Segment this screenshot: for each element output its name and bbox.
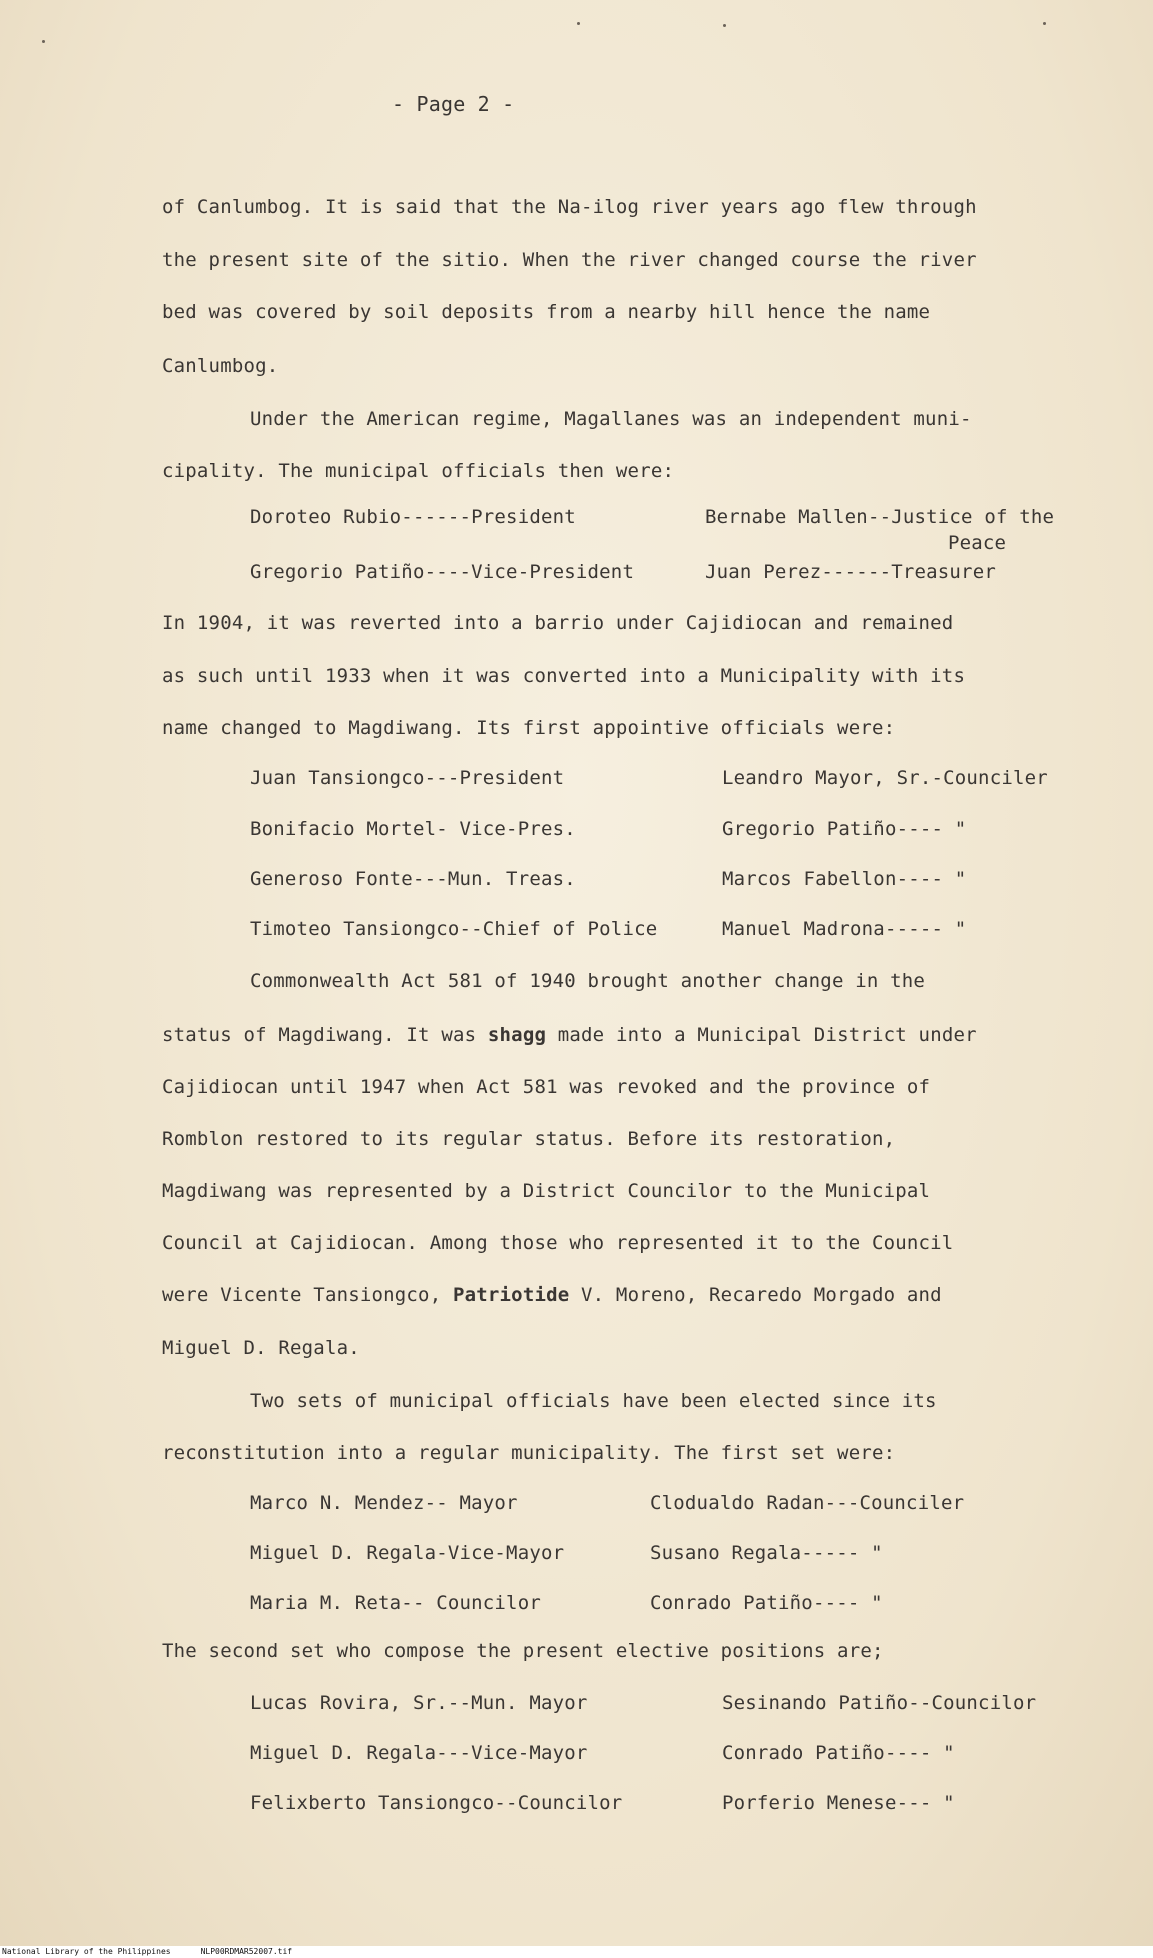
text-line <box>162 1284 942 1306</box>
text-line: of Canlumbog. It is said that the Na-ilog river years ago flew through <box>162 196 977 218</box>
paper-speck <box>42 40 45 43</box>
text-fragment: V. Moreno, Recaredo Morgado and <box>569 1284 942 1306</box>
official-entry: Manuel Madrona----- " <box>722 918 967 940</box>
text-line: Magdiwang was represented by a District Councilor to the Municipal <box>162 1180 931 1202</box>
text-line: In 1904, it was reverted into a barrio under Cajidiocan and remained <box>162 612 954 634</box>
official-entry: Generoso Fonte---Mun. Treas. <box>250 868 576 890</box>
footer-library: National Library of the Philippines <box>2 1947 171 1956</box>
paper-speck <box>577 22 580 25</box>
overstruck-word: shagg <box>487 1024 547 1046</box>
page-header: - Page 2 - <box>392 92 515 116</box>
official-entry: Marcos Fabellon---- " <box>722 868 967 890</box>
official-entry: Juan Tansiongco---President <box>250 767 565 789</box>
text-fragment: were Vicente Tansiongco, <box>162 1284 453 1306</box>
official-entry: Miguel D. Regala---Vice-Mayor <box>250 1742 588 1764</box>
official-entry: Peace <box>948 532 1007 554</box>
text-fragment: status of Magdiwang. It was <box>162 1024 488 1046</box>
text-line: Council at Cajidiocan. Among those who represented it to the Council <box>162 1232 954 1254</box>
official-entry: Clodualdo Radan---Counciler <box>650 1492 965 1514</box>
official-entry: Leandro Mayor, Sr.-Counciler <box>722 767 1048 789</box>
text-line: the present site of the sitio. When the river changed course the river <box>162 249 977 271</box>
official-entry: Susano Regala----- " <box>650 1542 883 1564</box>
text-line: as such until 1933 when it was converted into a Municipality with its <box>162 665 966 687</box>
text-fragment: made into a Municipal District under <box>546 1024 977 1046</box>
official-entry: Bonifacio Mortel- Vice-Pres. <box>250 818 576 840</box>
text-line: reconstitution into a regular municipality. The first set were: <box>162 1442 896 1464</box>
official-entry: Timoteo Tansiongco--Chief of Police <box>250 918 658 940</box>
text-line: Two sets of municipal officials have been elected since its <box>250 1390 937 1412</box>
official-entry: Maria M. Reta-- Councilor <box>250 1592 541 1614</box>
official-entry: Conrado Patiño---- " <box>722 1742 955 1764</box>
official-entry: Gregorio Patiño---- " <box>722 818 967 840</box>
text-line: Romblon restored to its regular status. Before its restoration, <box>162 1128 896 1150</box>
official-entry: Sesinando Patiño--Councilor <box>722 1692 1037 1714</box>
text-line: Miguel D. Regala. <box>162 1337 360 1359</box>
text-line: Canlumbog. <box>162 355 279 377</box>
official-entry: Felixberto Tansiongco--Councilor <box>250 1792 623 1814</box>
text-line <box>162 1024 977 1046</box>
paper-speck <box>1043 22 1046 25</box>
official-entry: Marco N. Mendez-- Mayor <box>250 1492 518 1514</box>
official-entry: Porferio Menese--- " <box>722 1792 955 1814</box>
official-entry: Juan Perez------Treasurer <box>705 561 996 583</box>
paper-speck <box>723 24 726 27</box>
text-line: bed was covered by soil deposits from a nearby hill hence the name <box>162 301 931 323</box>
official-entry: Miguel D. Regala-Vice-Mayor <box>250 1542 565 1564</box>
text-line: Under the American regime, Magallanes was an independent muni- <box>250 408 972 430</box>
text-line: name changed to Magdiwang. Its first appointive officials were: <box>162 717 896 739</box>
official-entry: Conrado Patiño---- " <box>650 1592 883 1614</box>
text-line: Cajidiocan until 1947 when Act 581 was revoked and the province of <box>162 1076 931 1098</box>
text-line: The second set who compose the present elective positions are; <box>162 1640 884 1662</box>
text-line: cipality. The municipal officials then were: <box>162 460 675 482</box>
text-line: Commonwealth Act 581 of 1940 brought another change in the <box>250 970 926 992</box>
footer-filename: NLP00RDMAR52007.tif <box>200 1947 293 1956</box>
official-entry: Bernabe Mallen--Justice of the <box>705 506 1055 528</box>
official-entry: Lucas Rovira, Sr.--Mun. Mayor <box>250 1692 588 1714</box>
official-entry: Doroteo Rubio------President <box>250 506 576 528</box>
official-entry: Gregorio Patiño----Vice-President <box>250 561 635 583</box>
scan-footer <box>0 1946 1153 1958</box>
overstruck-word: Patriotide <box>452 1284 570 1306</box>
